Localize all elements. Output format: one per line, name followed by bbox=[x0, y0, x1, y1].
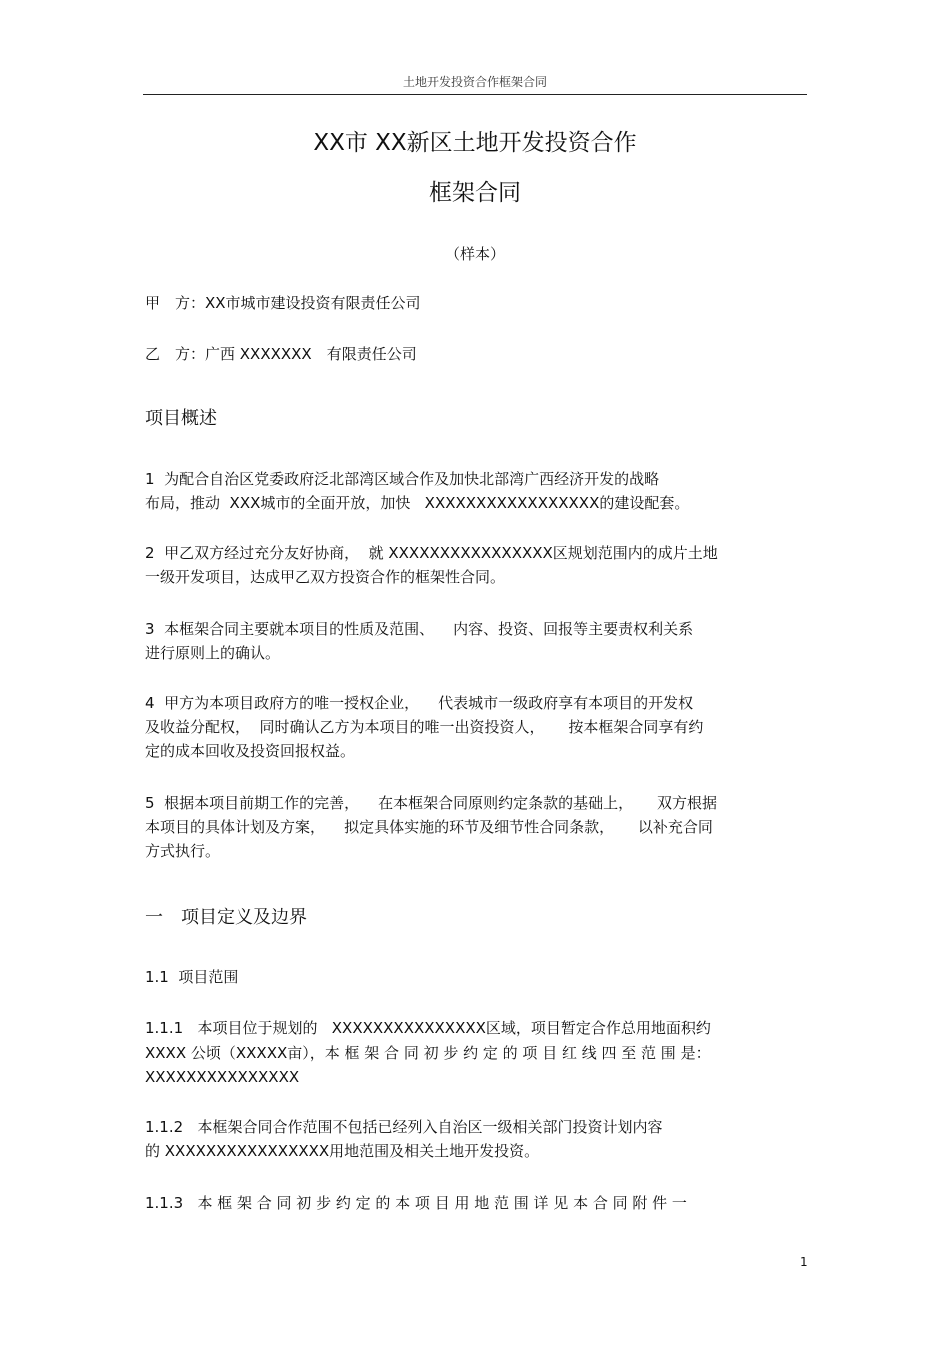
running-header bbox=[143, 70, 807, 95]
document-title-line2: 框架合同 bbox=[429, 180, 521, 206]
document-title-line1: XX市 XX新区土地开发投资合作 bbox=[313, 130, 637, 156]
clause-1-1-1-line-2: XXXX 公顷（XXXXX亩），本 框 架 合 同 初 步 约 定 的 项 目 红 线 四 至 范 围 是： bbox=[145, 1044, 711, 1062]
overview-item-3-line-1: 3 本框架合同主要就本项目的性质及范围、 内容、投资、回报等主要责权利关系 bbox=[145, 620, 694, 638]
overview-item-5-line-2: 本项目的具体计划及方案， 拟定具体实施的环节及细节性合同条款， 以补充合同 bbox=[145, 818, 713, 836]
clause-1-1-2-line-1: 1.1.2 本框架合同合作范围不包括已经列入自治区一级相关部门投资计划内容 bbox=[145, 1118, 663, 1136]
overview-item-4-line-2: 及收益分配权， 同时确认乙方为本项目的唯一出资投资人， 按本框架合同享有约 bbox=[145, 718, 704, 736]
overview-item-1-line-1: 1 为配合自治区党委政府泛北部湾区域合作及加快北部湾广西经济开发的战略 bbox=[145, 470, 660, 488]
section-1-heading: 一 项目定义及边界 bbox=[145, 907, 307, 928]
overview-item-4-line-1: 4 甲方为本项目政府方的唯一授权企业， 代表城市一级政府享有本项目的开发权 bbox=[145, 694, 694, 712]
overview-heading: 项目概述 bbox=[145, 408, 217, 429]
overview-item-5-line-3: 方式执行。 bbox=[145, 842, 221, 860]
party-b: 乙 方：广西 XXXXXXX 有限责任公司 bbox=[145, 345, 417, 363]
overview-item-5-line-1: 5 根据本项目前期工作的完善， 在本框架合同原则约定条款的基础上， 双方根据 bbox=[145, 794, 717, 812]
overview-item-3-line-2: 进行原则上的确认。 bbox=[145, 644, 281, 662]
overview-item-1-line-2: 布局，推动 XXX城市的全面开放，加快 XXXXXXXXXXXXXXXXX的建设配套。 bbox=[145, 494, 690, 512]
clause-1-1-1-line-1: 1.1.1 本项目位于规划的 XXXXXXXXXXXXXXX区域，项目暂定合作总用地面积约 bbox=[145, 1019, 711, 1037]
overview-item-4-line-3: 定的成本回收及投资回报权益。 bbox=[145, 742, 356, 760]
page-number: 1 bbox=[800, 1255, 808, 1269]
running-header-text: 土地开发投资合作框架合同 bbox=[402, 75, 547, 89]
section-1-1-heading: 1.1 项目范围 bbox=[145, 968, 239, 986]
overview-item-2-line-1: 2 甲乙双方经过充分友好协商， 就 XXXXXXXXXXXXXXXX区规划范围内的成片土地 bbox=[145, 544, 718, 562]
party-a: 甲 方：XX市城市建设投资有限责任公司 bbox=[145, 294, 421, 312]
document-subtitle: （样本） bbox=[444, 245, 505, 263]
overview-item-2-line-2: 一级开发项目，达成甲乙双方投资合作的框架性合同。 bbox=[145, 568, 506, 586]
clause-1-1-3-line-1: 1.1.3 本 框 架 合 同 初 步 约 定 的 本 项 目 用 地 范 围 详 见 本 合 同 附 件 一 bbox=[145, 1194, 687, 1212]
clause-1-1-2-line-2: 的 XXXXXXXXXXXXXXXX用地范围及相关土地开发投资。 bbox=[145, 1142, 540, 1160]
clause-1-1-1-line-3: XXXXXXXXXXXXXXX bbox=[145, 1068, 300, 1086]
